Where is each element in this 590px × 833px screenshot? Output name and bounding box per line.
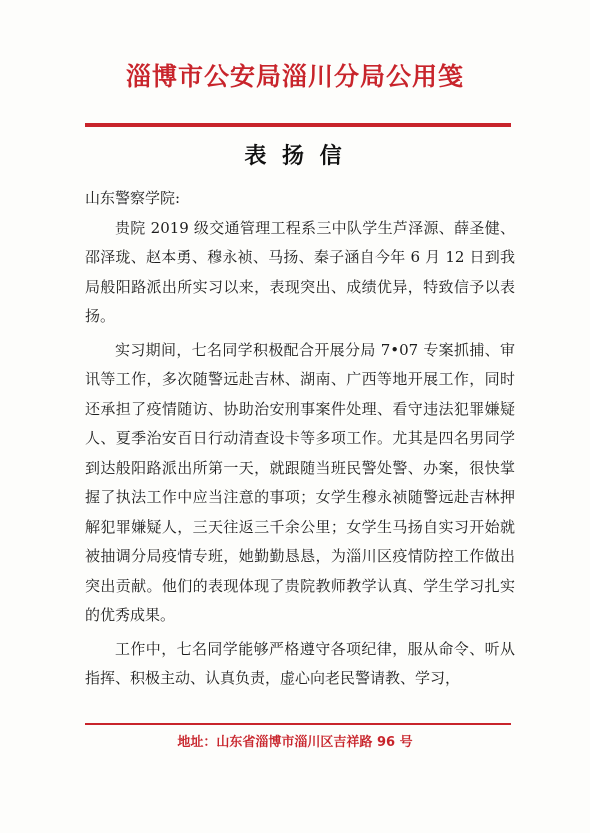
paragraph-1: 贵院 2019 级交通管理工程系三中队学生芦泽源、薛圣健、邵泽珑、赵本勇、穆永祯、马扬、秦子涵自今年 6 月 12 日到我局般阳路派出所实习以来，表现突出、成绩优异，特致信予以表扬。	[85, 218, 515, 325]
letterhead-title: 淄博市公安局淄川分局公用笺	[125, 62, 464, 91]
paragraph-3: 工作中，七名同学能够严格遵守各项纪律，服从命令、听从指挥、积极主动、认真负责，虚心向老民警请教、学习，	[85, 639, 515, 687]
letterhead-top-rule	[85, 123, 511, 127]
paragraph-2: 实习期间，七名同学积极配合开展分局 7•07 专案抓捕、审讯等工作，多次随警远赴吉林、湖南、广西等地开展工作，同时还承担了疫情随访、协助治安刑事案件处理、看守违法犯罪嫌疑人、夏季治安百日行动清查设卡等多项工作。尤其是四名男同学到达般阳路派出所第一天，就跟随当班民警处警、办案，很快掌握了执法工作中应当注意的事项；女学生穆永祯随警远赴吉林押解犯罪嫌疑人，三天往返三千余公里；女学生马扬自实习开始就被抽调分局疫情专班，她勤勤恳恳，为淄川区疫情防控工作做出突出贡献。他们的表现体现了贵院教师教学认真、学生学习扎实的优秀成果。	[85, 340, 515, 624]
salutation: 山东警察学院:	[85, 189, 181, 207]
letterhead-bottom-rule	[85, 723, 511, 725]
letter-body	[85, 184, 515, 694]
letter-title: 表 扬 信	[244, 144, 346, 169]
footer-address: 地址：山东省淄博市淄川区吉祥路 96 号	[177, 735, 413, 750]
